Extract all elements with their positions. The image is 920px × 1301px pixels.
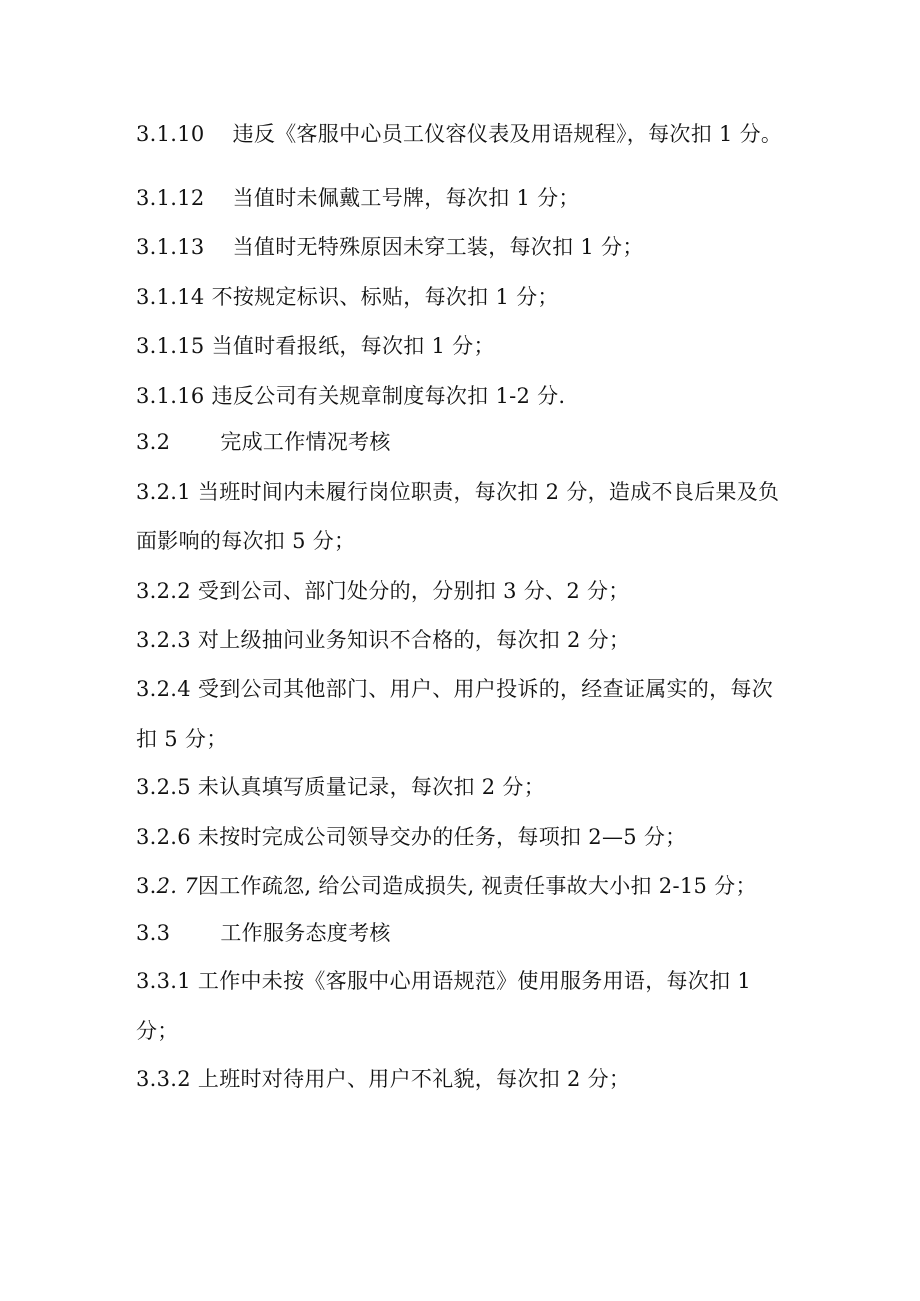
item-text: 当值时未佩戴工号牌，每次扣 1 分； [232, 186, 580, 210]
item-3-2-1-line2: 面影响的每次扣 5 分； [136, 529, 356, 553]
item-3-2-2: 3.2.2 受到公司、部门处分的，分别扣 3 分、2 分； [136, 579, 630, 603]
item-3-1-10 [136, 121, 782, 147]
item-3-2-4-line2: 扣 5 分； [136, 727, 228, 751]
item-3-2-1-line1: 3.2.1 当班时间内未履行岗位职责，每次扣 2 分，造成不良后果及负 [136, 480, 780, 504]
item-text: 因工作疏忽, 给公司造成损失, 视责任事故大小扣 2-15 分； [197, 874, 757, 898]
item-3-3-1-line1: 3.3.1 工作中未按《客服中心用语规范》使用服务用语，每次扣 1 [136, 969, 752, 993]
section-title: 完成工作情况考核 [220, 430, 391, 454]
item-3-1-12 [136, 185, 580, 211]
item-3-1-16: 3.1.16 违反公司有关规章制度每次扣 1-2 分. [136, 384, 566, 408]
item-3-1-13 [136, 234, 644, 260]
item-number-prefix: 3. [136, 874, 157, 898]
item-number: 3.1.12 [136, 186, 205, 210]
item-3-3-2: 3.3.2 上班时对待用户、用户不礼貌，每次扣 2 分； [136, 1067, 631, 1091]
section-3-2-heading [136, 429, 391, 455]
section-title: 工作服务态度考核 [220, 921, 391, 945]
item-3-2-5: 3.2.5 未认真填写质量记录，每次扣 2 分； [136, 775, 546, 799]
item-number: 3.1.13 [136, 235, 205, 259]
item-number-italic: 2. 7 [156, 874, 198, 898]
item-3-1-14: 3.1.14 不按规定标识、标贴，每次扣 1 分； [136, 285, 559, 309]
section-3-3-heading [136, 920, 391, 946]
item-3-1-15: 3.1.15 当值时看报纸，每次扣 1 分； [136, 334, 495, 358]
item-3-2-6: 3.2.6 未按时完成公司领导交办的任务，每项扣 2—5 分； [136, 825, 687, 849]
item-number: 3.1.10 [136, 122, 205, 146]
section-number: 3.2 [136, 430, 171, 454]
item-text: 违反《客服中心员工仪容仪表及用语规程》，每次扣 1 分。 [232, 122, 783, 146]
section-number: 3.3 [136, 921, 171, 945]
item-text: 当值时无特殊原因未穿工装，每次扣 1 分； [232, 235, 644, 259]
item-3-2-7 [136, 873, 757, 899]
item-3-2-3: 3.2.3 对上级抽问业务知识不合格的，每次扣 2 分； [136, 628, 631, 652]
item-3-2-4-line1: 3.2.4 受到公司其他部门、用户、用户投诉的，经查证属实的，每次 [136, 677, 774, 701]
item-3-3-1-line2: 分； [136, 1019, 179, 1043]
